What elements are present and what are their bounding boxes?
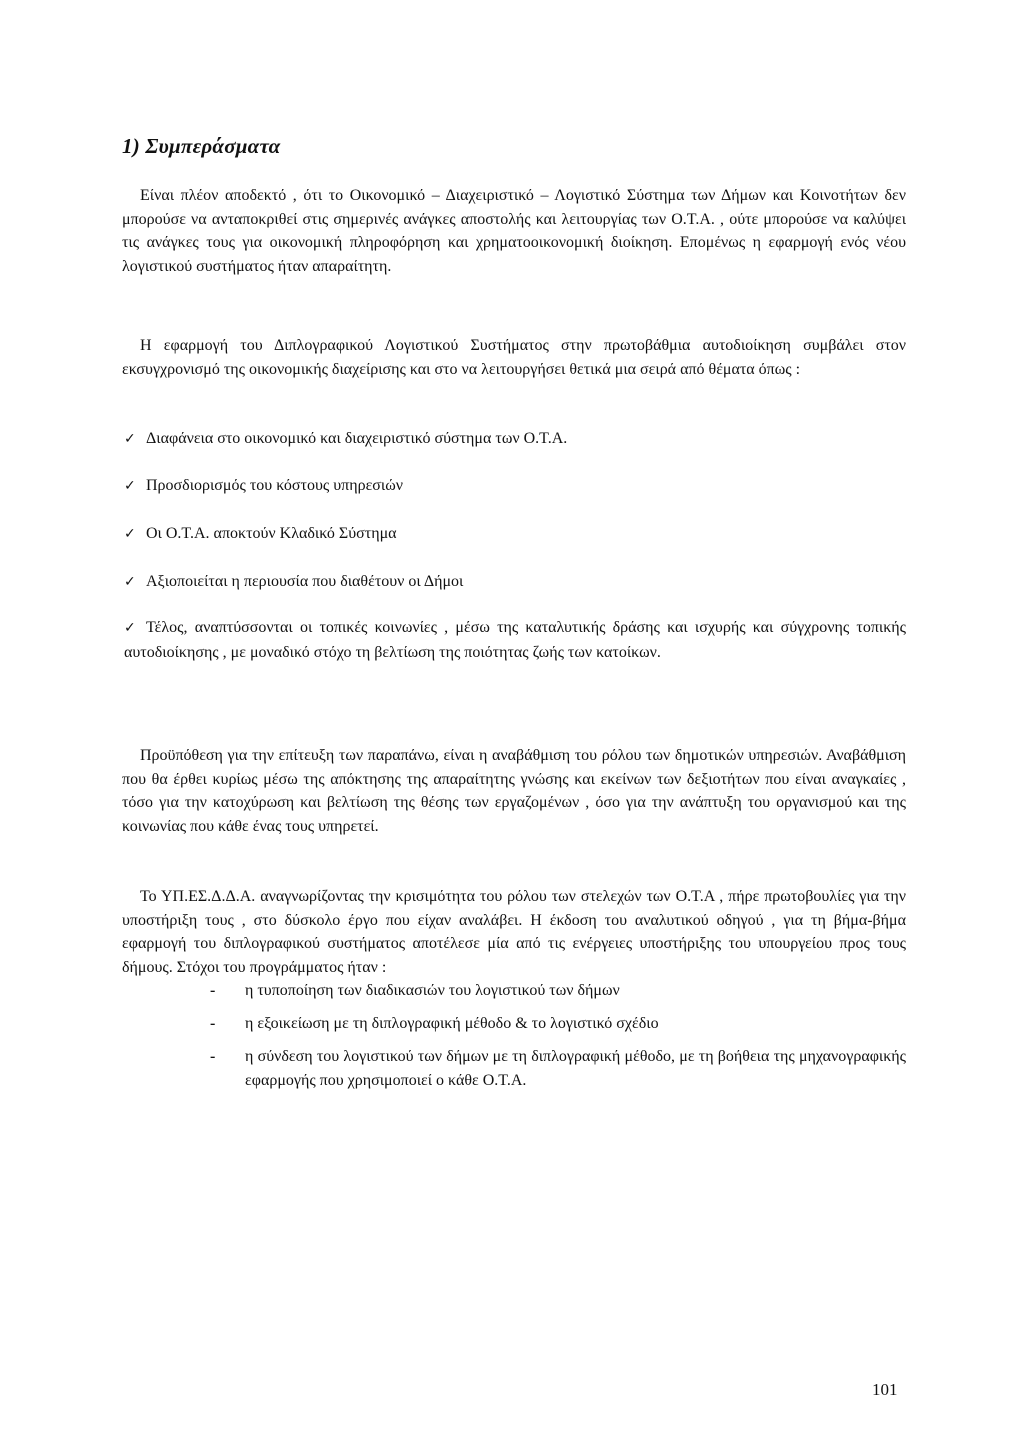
dash-bullet: -: [210, 1048, 216, 1065]
dash-item-text: η εξοικείωση με τη διπλογραφική μέθοδο & το λογιστικό σχέδιο: [245, 1015, 659, 1032]
checklist-item-property: [124, 570, 906, 595]
checklist-item-text: Διαφάνεια στο οικονομικό και διαχειριστικό σύστημα των Ο.Τ.Α.: [146, 430, 568, 447]
checkmark-icon: ✓: [124, 431, 136, 447]
checklist-item-transparency: [124, 427, 906, 452]
checklist-item-sector-system: [124, 522, 906, 547]
checklist-item-text: Τέλος, αναπτύσσονται οι τοπικές κοινωνίες , μέσω της καταλυτικής δράσης και ισχυρής και σύγχρονης τοπικής αυτοδιοίκησης , με μοναδικό στόχο τη βελτίωση της ποιότητας ζωής των κατοίκων.: [124, 619, 906, 661]
section-heading: 1) Συμπεράσματα: [122, 134, 281, 158]
checklist-item-text: Προσδιορισμός του κόστους υπηρεσιών: [146, 477, 403, 494]
checkmark-icon: ✓: [124, 574, 136, 590]
paragraph-double-entry: Η εφαρμογή του Διπλογραφικού Λογιστικού Συστήματος στην πρωτοβάθμια αυτοδιοίκηση συμβάλει στον εκσυγχρονισμό της οικονομικής διαχείρισης και στο να λειτουργήσει θετικά μια σειρά από θέματα όπως :: [122, 337, 906, 378]
page-number: 101: [872, 1380, 898, 1399]
paragraph-prerequisite: Προϋπόθεση για την επίτευξη των παραπάνω, είναι η αναβάθμιση του ρόλου των δημοτικών υπηρεσιών. Αναβάθμιση που θα έρθει κυρίως μέσω της απόκτησης της απαραίτητης γνώσης και εκείνων των δεξιοτήτων που είναι αναγκαίες , τόσο για την κατοχύρωση και βελτίωση της θέσης των εργαζομένων , όσο για την ανάπτυξη του οργανισμού και της κοινωνίας που κάθε ένας τους υπηρετεί.: [122, 747, 906, 835]
dash-item-familiarization: [210, 1012, 906, 1036]
checklist-item-cost: [124, 474, 906, 499]
dash-bullet: -: [210, 1015, 216, 1032]
dash-bullet: -: [210, 982, 216, 999]
checklist-item-text: Αξιοποιείται η περιουσία που διαθέτουν οι Δήμοι: [146, 573, 464, 590]
checkmark-icon: ✓: [124, 526, 136, 542]
checkmark-icon: ✓: [124, 620, 136, 636]
paragraph-intro: Είναι πλέον αποδεκτό , ότι το Οικονομικό – Διαχειριστικό – Λογιστικό Σύστημα των Δήμων και Κοινοτήτων δεν μπορούσε να ανταποκριθεί στις σημερινές ανάγκες αποστολής και λειτουργίας των Ο.Τ.Α. , ούτε μπορούσε να καλύψει τις ανάγκες τους για οικονομική πληροφόρηση και χρηματοοικονομική διοίκηση. Επομένως η εφαρμογή ενός νέου λογιστικού συστήματος ήταν απαραίτητη.: [122, 187, 906, 275]
checkmark-icon: ✓: [124, 478, 136, 494]
dash-item-text: η σύνδεση του λογιστικού των δήμων με τη διπλογραφική μέθοδο, με τη βοήθεια της μηχανογραφικής εφαρμογής που χρησιμοποιεί ο κάθε Ο.Τ.Α.: [245, 1048, 906, 1089]
paragraph-ministry: Το ΥΠ.ΕΣ.Δ.Δ.Α. αναγνωρίζοντας την κρισιμότητα του ρόλου των στελεχών των Ο.Τ.Α , πήρε πρωτοβουλίες για την υποστήριξη τους , στο δύσκολο έργο που είχαν αναλάβει. Η έκδοση του αναλυτικού οδηγού , για τη βήμα-βήμα εφαρμογή του διπλογραφικού συστήματος αποτέλεσε μία από τις ενέργειες υποστήριξης του υπουργείου προς τους δήμους. Στόχοι του προγράμματος ήταν :: [122, 888, 906, 976]
checklist-item-text: Οι Ο.Τ.Α. αποκτούν Κλαδικό Σύστημα: [146, 525, 397, 542]
dash-item-standardization: [210, 979, 906, 1003]
dash-item-connection: [210, 1045, 906, 1092]
dash-item-text: η τυποποίηση των διαδικασιών του λογιστικού των δήμων: [245, 982, 620, 999]
checklist-item-local-societies: [124, 616, 906, 664]
